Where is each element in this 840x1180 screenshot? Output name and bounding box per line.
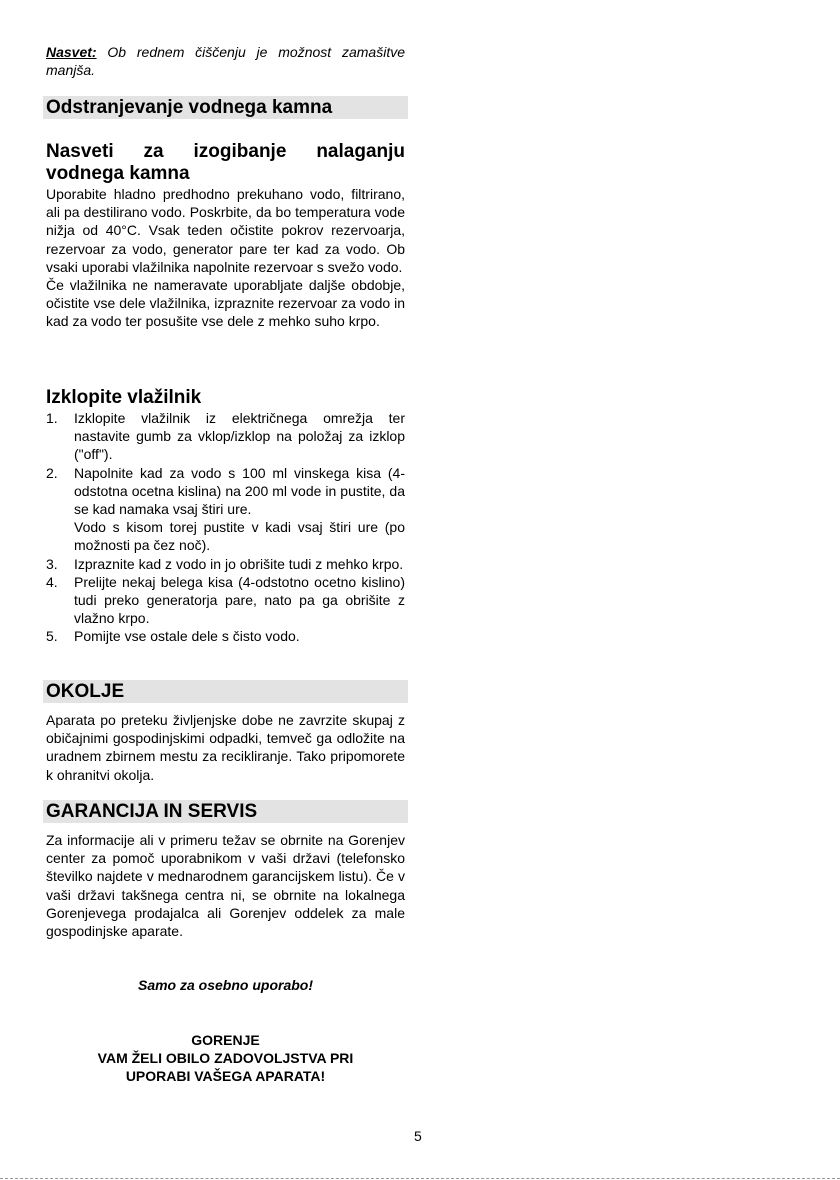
tip-label: Nasvet: [46,44,97,60]
tip-text: Ob rednem čiščenju je možnost zamašitve manjša. [46,44,405,79]
page-number: 5 [414,1128,422,1144]
warranty-paragraph: Za informacije ali v primeru težav se obrnite na Gorenjev center za pomoč uporabnikom v vaši državi (telefonsko številko najdete v mednarodnem garancijskem listu). Če v vaši državi takšnega centra ni, se obrnite na lokalnega Gorenjevega prodajalca ali Gorenjev oddelek za male gospodinjske aparate. [46,832,405,940]
section-switch-off [46,387,405,646]
closing-line-1: VAM ŽELI OBILO ZADOVOLJSTVA PRI [97,1050,354,1066]
list-item: 4. Prelijte nekaj belega kisa (4-odstotno ocetno kislino) tudi preko generatorja pare, nato pa ga obrišite z vlažno krpo. [46,573,405,627]
personal-use-note: Samo za osebno uporabo! [137,977,313,993]
list-item: 5. Pomijte vse ostale dele s čisto vodo. [46,628,300,645]
section-title-descaling: Odstranjevanje vodnega kamna [46,97,333,118]
closing-message [46,1031,405,1085]
heading-avoid-scale: Nasveti za izogibanje nalaganju vodnega kamna [46,141,405,184]
list-item: 2. Napolnite kad za vodo s 100 ml vinskega kisa (4-odstotna ocetna kislina) na 200 ml vode in pustite, da se kad namaka vsaj štiri ure. Vodo s kisom torej pustite v kadi vsaj štiri ure (po možnosti pa čez noč). [46,464,405,554]
list-item: 3. Izpraznite kad z vodo in jo obrišite tudi z mehko krpo. [46,555,404,572]
list-item: 1. Izklopite vlažilnik iz električnega omrežja ter nastavite gumb za vklop/izklop na položaj za izklop ("off"). [46,410,405,463]
closing-line-2: UPORABI VAŠEGA APARATA! [125,1068,326,1084]
section-avoid-scale [46,141,405,331]
environment-paragraph: Aparata po preteku življenjske dobe ne zavrzite skupaj z običajnimi gospodinjskimi odpadki, temveč ga odložite na uradnem zbirnem mestu za recikliranje. Tako pripomorete k ohranitvi okolja. [46,712,405,783]
avoid-scale-paragraph-2: Če vlažilnika ne nameravate uporabljate daljše obdobje, očistite vse dele vlažilnika, izpraznite rezervoar za vodo in kad za vodo ter posušite vse dele z mehko suho krpo. [46,277,405,330]
tip-paragraph [46,43,405,79]
closing-brand: GORENJE [191,1032,260,1048]
heading-switch-off: Izklopite vlažilnik [46,387,202,408]
section-title-warranty: GARANCIJA IN SERVIS [46,801,258,822]
avoid-scale-paragraph-1: Uporabite hladno predhodno prekuhano vodo, filtrirano, ali pa destilirano vodo. Poskrbite, da bo temperatura vode nižja od 40°C. Vsak teden očistite pokrov rezervoarja, rezervoar za vodo, generator pare ter kad za vodo. Ob vsaki uporabi vlažilnika napolnite rezervoar s svežo vodo. [46,186,405,275]
steps-list [46,409,405,646]
section-title-environment: OKOLJE [46,681,125,702]
bottom-divider [0,1178,840,1179]
